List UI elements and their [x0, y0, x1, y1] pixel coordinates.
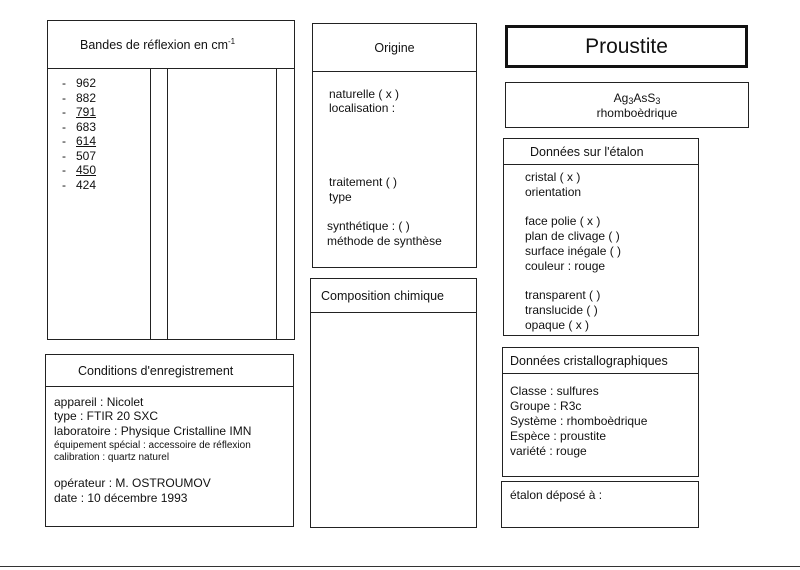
conditions-operateur: opérateur : M. OSTROUMOV [54, 476, 211, 490]
band-dash: - [62, 163, 66, 177]
mineral-name: Proustite [585, 34, 668, 58]
depot-panel [501, 481, 699, 528]
band-dash: - [62, 177, 66, 192]
composition-title: Composition chimique [321, 288, 444, 303]
etalon-surface-inegale: surface inégale ( ) [525, 244, 622, 258]
band-row [62, 76, 96, 90]
band-row [62, 91, 96, 105]
band-row [62, 163, 96, 177]
band-value: 614 [76, 134, 97, 148]
cristallo-title: Données cristallographiques [510, 353, 668, 368]
conditions-appareil: appareil : Nicolet [54, 395, 144, 409]
band-dash: - [62, 105, 66, 119]
bands-column-divider-3 [276, 69, 277, 339]
cristallo-systeme: Système : rhomboèdrique [510, 414, 648, 428]
etalon-plan-clivage: plan de clivage ( ) [525, 229, 620, 243]
mineral-system: rhomboèdrique [596, 106, 678, 120]
band-row [62, 105, 96, 119]
origine-traitement: traitement ( ) [329, 175, 398, 189]
band-dash: - [62, 134, 66, 148]
conditions-equipement: équipement spécial : accessoire de réflexion [54, 440, 251, 451]
etalon-face-polie: face polie ( x ) [525, 214, 601, 228]
band-value: 424 [76, 177, 97, 192]
etalon-translucide: translucide ( ) [525, 303, 598, 317]
bands-column-divider-2 [167, 69, 168, 339]
formula-element: AsS [633, 91, 656, 105]
etalon-orientation: orientation [525, 185, 582, 199]
origine-header [313, 24, 476, 72]
formula-box [505, 82, 749, 128]
cristallo-variete: variété : rouge [510, 444, 587, 458]
band-row [62, 178, 96, 192]
origine-methode: méthode de synthèse [327, 234, 442, 248]
conditions-laboratoire: laboratoire : Physique Cristalline IMN [54, 424, 252, 438]
conditions-date: date : 10 décembre 1993 [54, 491, 188, 505]
depot-label: étalon déposé à : [510, 488, 603, 502]
etalon-transparent: transparent ( ) [525, 288, 601, 302]
origine-synthetique: synthétique : ( ) [327, 219, 410, 233]
etalon-header [504, 139, 698, 165]
conditions-type: type : FTIR 20 SXC [54, 409, 159, 423]
etalon-opaque: opaque ( x ) [525, 318, 590, 332]
band-dash: - [62, 119, 66, 134]
band-value: 962 [76, 76, 97, 90]
bands-title: Bandes de réflexion en $cm^{-1}$ [80, 36, 236, 53]
band-row [62, 134, 96, 148]
origine-naturelle: naturelle ( x ) [329, 87, 400, 101]
origine-panel [312, 23, 477, 268]
conditions-header [46, 355, 293, 387]
cristallo-groupe: Groupe : R3c [510, 399, 582, 413]
bands-column-divider-1 [150, 69, 151, 339]
formula-element: Ag [613, 91, 629, 105]
band-row [62, 149, 96, 163]
page-bottom-rule [0, 566, 800, 567]
band-row [62, 120, 96, 134]
cristallo-classe: Classe : sulfures [510, 384, 599, 398]
etalon-couleur: couleur : rouge [525, 259, 606, 273]
etalon-title: Données sur l'étalon [530, 144, 644, 159]
origine-title: Origine [374, 40, 415, 55]
bands-panel [47, 20, 295, 340]
cristallo-panel [502, 347, 699, 477]
band-value: 450 [76, 163, 97, 177]
band-value: 882 [76, 90, 97, 105]
band-dash: - [62, 90, 66, 105]
origine-localisation: localisation : [329, 101, 396, 115]
conditions-title: Conditions d'enregistrement [78, 363, 234, 378]
cristallo-header [503, 348, 698, 374]
etalon-cristal: cristal ( x ) [525, 170, 581, 184]
conditions-panel [45, 354, 294, 527]
mineral-formula [506, 91, 748, 106]
etalon-panel [503, 138, 699, 336]
formula-subscript: 3 [655, 96, 661, 106]
cristallo-espece: Espèce : proustite [510, 429, 607, 443]
band-value: 683 [76, 119, 97, 134]
band-dash: - [62, 148, 66, 163]
band-dash: - [62, 76, 66, 90]
band-value: 507 [76, 148, 97, 163]
formula-subscript: 3 [628, 96, 634, 106]
conditions-calibration: calibration : quartz naturel [54, 452, 170, 463]
bands-header [48, 21, 294, 69]
band-value: 791 [76, 105, 97, 119]
composition-header [311, 279, 476, 313]
origine-type: type [329, 190, 352, 204]
title-box [505, 25, 748, 68]
composition-panel [310, 278, 477, 528]
